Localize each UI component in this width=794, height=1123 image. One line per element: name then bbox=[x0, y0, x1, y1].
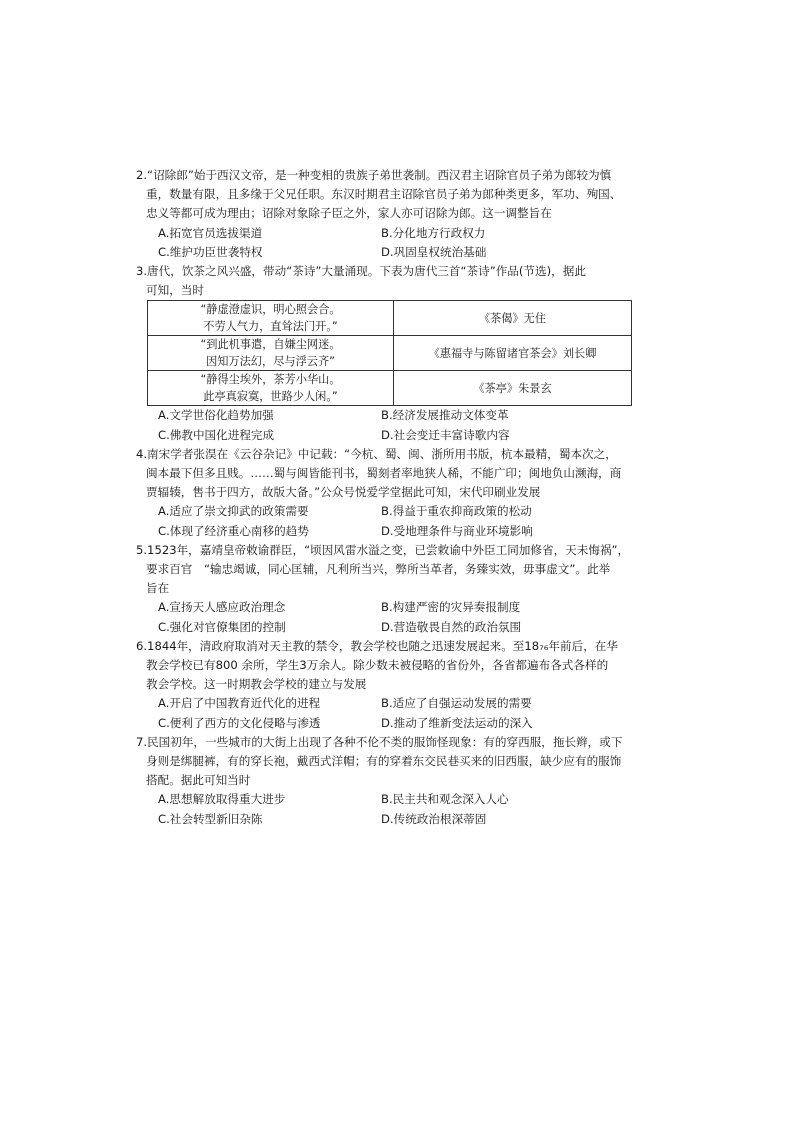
option-a: A.思想解放取得重大进步 bbox=[158, 792, 286, 807]
option-list bbox=[136, 694, 631, 732]
question-stem-line: 闽本最下但多且贱。……蜀与闽皆能刊书，蜀刻者率地狭人稀，不能广印；闽地负山濒海，商 bbox=[146, 466, 622, 481]
poem-line: “静虚澄虚识，明心照会合。 bbox=[200, 303, 341, 317]
option-a: A.开启了中国教育近代化的进程 bbox=[158, 696, 321, 711]
source-cell: 《惠福寺与陈留诸官茶会》刘长卿 bbox=[394, 336, 632, 371]
option-c: C.佛教中国化进程完成 bbox=[158, 427, 275, 442]
option-a: A.拓宽官员选拔渠道 bbox=[158, 225, 263, 240]
poem-line: 不劳人气力，直耸法门开。” bbox=[203, 320, 338, 334]
question-stem-line: 重，数量有限，且多缘于父兄任职。东汉时期君主诏除官员子弟为郎种类更多，军功、殉国、 bbox=[146, 187, 622, 202]
option-d: D.受地理条件与商业环境影响 bbox=[381, 523, 533, 538]
question-6 bbox=[136, 637, 631, 733]
option-list bbox=[136, 224, 631, 262]
option-d: D.巩固皇权统治基础 bbox=[381, 244, 487, 259]
option-c: C.体现了经济重心南移的趋势 bbox=[158, 523, 309, 538]
question-stem-line: 贾辐辏，售书于四方，故版大备。”公众号悦爱学堂据此可知，宋代印刷业发展 bbox=[146, 485, 541, 500]
table-row bbox=[148, 336, 632, 371]
option-list bbox=[136, 598, 631, 636]
option-b: B.民主共和观念深入人心 bbox=[381, 792, 509, 807]
option-b: B.适应了自强运动发展的需要 bbox=[381, 696, 532, 711]
option-d: D.推动了维新变法运动的深入 bbox=[381, 715, 533, 730]
question-3 bbox=[136, 262, 631, 445]
question-stem-line: 旨在 bbox=[146, 581, 170, 596]
option-c: C.便利了西方的文化侵略与渗透 bbox=[158, 715, 321, 730]
poem-line: 此亭真寂寞，世路少人闲。” bbox=[203, 390, 338, 404]
poem-cell bbox=[148, 301, 394, 336]
question-block bbox=[136, 166, 631, 829]
question-stem-line: 教会学校已有800 余所，学生3万余人。除少数未被侵略的省份外，各省都遍布各式各样的 bbox=[146, 658, 609, 673]
question-stem-line: 6.1844年，清政府取消对天主教的禁令，教会学校也随之迅速发展起来。至18₇₆年前后，在华 bbox=[136, 638, 618, 653]
question-stem-line: 4.南宋学者张淏在《云谷杂记》中记载：“今杭、蜀、闽、浙所用书版，杭本最精，蜀本次之， bbox=[136, 446, 617, 461]
option-list bbox=[136, 502, 631, 540]
poem-cell bbox=[148, 371, 394, 406]
question-stem-line: 搭配。据此可知当时 bbox=[146, 773, 251, 788]
question-stem-line: 要求百官 “输忠竭诚，同心匡辅，凡利所当兴，弊所当革者，务臻实效，毋事虚文”。此举 bbox=[146, 562, 611, 577]
option-d: D.营造敬畏自然的政治氛围 bbox=[381, 619, 522, 634]
option-a: A.宣扬天人感应政治理念 bbox=[158, 600, 286, 615]
option-b: B.构建严密的灾异奏报制度 bbox=[381, 600, 521, 615]
question-stem-line: 忠义等都可成为理由；诏除对象除子臣之外，家人亦可诏除为郎。这一调整旨在 bbox=[146, 206, 552, 221]
question-stem-line: 身则是绑腿裤，有的穿长袍，戴西式洋帽；有的穿着东交民巷买来的旧西服，缺少应有的服饰 bbox=[146, 754, 622, 769]
option-list bbox=[136, 790, 631, 828]
question-5 bbox=[136, 541, 631, 637]
question-stem-line: 7.民国初年，一些城市的大街上出现了各种不伦不类的服饰怪现象：有的穿西服，拖长辫，或下 bbox=[136, 734, 623, 749]
poem-cell bbox=[148, 336, 394, 371]
option-c: C.社会转型新旧杂陈 bbox=[158, 811, 263, 826]
question-stem-line: 2.“诏除郎”始于西汉文帝，是一种变相的贵族子弟世袭制。西汉君主诏除官员子弟为郎较为慎 bbox=[136, 168, 612, 182]
option-c: C.维护功臣世袭特权 bbox=[158, 244, 263, 259]
question-stem-line: 5.1523年，嘉靖皇帝敕谕群臣，“顷因风雷水溢之变，已尝敕谕中外臣工同加修省，天未悔祸”， bbox=[136, 542, 630, 557]
question-stem-line: 教会学校。这一时期教会学校的建立与发展 bbox=[146, 677, 367, 692]
question-4 bbox=[136, 445, 631, 541]
source-cell: 《茶偈》无住 bbox=[394, 301, 632, 336]
option-list bbox=[136, 406, 631, 444]
option-d: D.传统政治根深蒂固 bbox=[381, 811, 487, 826]
poem-line: 因知万法幻，尽与浮云齐” bbox=[206, 355, 335, 369]
option-b: B.经济发展推动文体变革 bbox=[381, 408, 509, 423]
tea-poem-table bbox=[147, 300, 632, 406]
poem-line: “静得尘埃外，茶芳小华山。 bbox=[200, 373, 341, 387]
source-cell: 《茶亭》朱景玄 bbox=[394, 371, 632, 406]
question-7 bbox=[136, 733, 631, 829]
option-b: B.得益于重农抑商政策的松动 bbox=[381, 504, 532, 519]
question-2 bbox=[136, 166, 631, 262]
option-b: B.分化地方行政权力 bbox=[381, 225, 486, 240]
option-a: A.文学世俗化趋势加强 bbox=[158, 408, 274, 423]
option-c: C.强化对官僚集团的控制 bbox=[158, 619, 286, 634]
table-row bbox=[148, 371, 632, 406]
poem-line: “到此机事遣，自嫌尘网迷。 bbox=[200, 338, 341, 352]
option-a: A.适应了崇文抑武的政策需要 bbox=[158, 504, 309, 519]
option-d: D.社会变迁丰富诗歌内容 bbox=[381, 427, 510, 442]
table-row bbox=[148, 301, 632, 336]
question-stem-line: 可知，当时 bbox=[146, 283, 204, 298]
question-stem-line: 3.唐代，饮茶之风兴盛，带动“茶诗”大量涌现。下表为唐代三首“茶诗”作品(节选)，据此 bbox=[136, 264, 586, 279]
